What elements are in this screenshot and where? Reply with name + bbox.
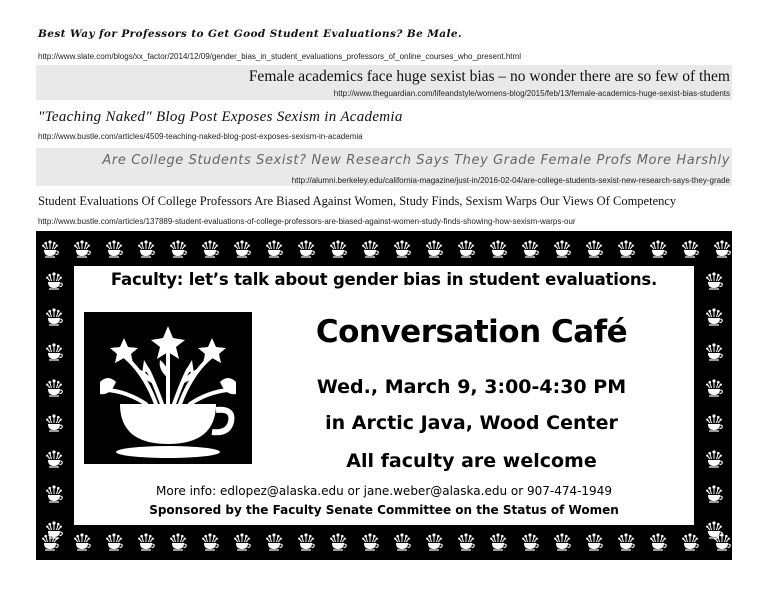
- flower-cup-icon: [616, 532, 636, 552]
- sponsor-line: Sponsored by the Faculty Senate Committee on the Status of Women: [149, 503, 619, 517]
- event-location: in Arctic Java, Wood Center: [325, 412, 618, 434]
- contact-info: More info: edlopez@alaska.edu or jane.weber@alaska.edu or 907-474-1949: [156, 484, 612, 498]
- flower-cup-icon: [136, 239, 156, 259]
- flower-cup-icon: [72, 239, 92, 259]
- flower-cup-icon: [168, 532, 188, 552]
- flower-cup-icon: [704, 520, 724, 540]
- flower-cup-icon: [392, 239, 412, 259]
- flower-cup-icon: [104, 239, 124, 259]
- flower-cup-icon: [704, 449, 724, 469]
- flower-cup-icon: [392, 532, 412, 552]
- flower-cup-icon: [424, 239, 444, 259]
- flower-cup-icon: [296, 239, 316, 259]
- flower-cup-icon: [84, 312, 252, 464]
- event-flyer: [36, 231, 732, 560]
- flower-cup-icon: [648, 239, 668, 259]
- flower-cup-icon: [680, 532, 700, 552]
- flower-cup-icon: [72, 532, 92, 552]
- flower-cup-icon: [616, 239, 636, 259]
- flower-cup-icon: [44, 520, 64, 540]
- event-title: Conversation Café: [315, 314, 628, 350]
- flower-cup-icon: [704, 342, 724, 362]
- article-url-3[interactable]: http://www.bustle.com/articles/4509-teaching-naked-blog-post-exposes-sexism-in-academia: [38, 132, 363, 141]
- flower-cup-icon: [296, 532, 316, 552]
- flower-cup-icon: [136, 532, 156, 552]
- event-date: Wed., March 9, 3:00-4:30 PM: [316, 376, 627, 398]
- flower-cup-icon: [552, 532, 572, 552]
- flower-cup-icon: [44, 413, 64, 433]
- article-headline-3: "Teaching Naked" Blog Post Exposes Sexism in Academia: [38, 109, 403, 125]
- flower-cup-icon: [44, 378, 64, 398]
- flower-cup-icon: [44, 271, 64, 291]
- flower-cup-icon: [232, 532, 252, 552]
- flower-cup-icon: [488, 239, 508, 259]
- flower-cup-icon: [168, 239, 188, 259]
- flower-cup-icon: [328, 532, 348, 552]
- flower-cup-icon: [40, 239, 60, 259]
- flower-cup-icon: [704, 413, 724, 433]
- flower-cup-icon: [704, 307, 724, 327]
- flower-cup-icon: [584, 239, 604, 259]
- flower-cup-icon: [552, 239, 572, 259]
- flower-cup-icon: [360, 532, 380, 552]
- flower-cup-icon: [328, 239, 348, 259]
- flower-cup-icon: [232, 239, 252, 259]
- flower-cup-icon: [704, 484, 724, 504]
- flower-cup-icon: [520, 532, 540, 552]
- article-url-5[interactable]: http://www.bustle.com/articles/137889-student-evaluations-of-college-professors-are-biased-against-women-study-finds-showing-how-sexism-warps-our: [38, 217, 576, 226]
- flower-cup-icon: [520, 239, 540, 259]
- flower-cup-icon: [44, 307, 64, 327]
- flyer-panel: [74, 266, 694, 525]
- flower-cup-icon: [44, 342, 64, 362]
- flyer-headline: Faculty: let’s talk about gender bias in student evaluations.: [110, 270, 658, 289]
- article-url-4[interactable]: http://alumni.berkeley.edu/california-magazine/just-in/2016-02-04/are-college-students-sexist-new-research-says-they-grade: [291, 176, 730, 185]
- flower-cup-icon: [264, 532, 284, 552]
- flower-cup-icon: [488, 532, 508, 552]
- flower-cup-icon: [104, 532, 124, 552]
- flower-cup-icon: [456, 239, 476, 259]
- flower-cup-icon: [712, 239, 732, 259]
- article-headline-2: Female academics face huge sexist bias – no wonder there are so few of them: [248, 68, 730, 85]
- flower-cup-icon: [680, 239, 700, 259]
- flower-cup-icon: [704, 271, 724, 291]
- flower-cup-icon: [44, 449, 64, 469]
- flower-cup-icon: [44, 484, 64, 504]
- article-url-2[interactable]: http://www.theguardian.com/lifeandstyle/womens-blog/2015/feb/13/female-academics-huge-sexist-bias-students: [333, 89, 730, 98]
- article-headline-1: Best Way for Professors to Get Good Student Evaluations? Be Male.: [38, 28, 463, 40]
- flower-cup-icon: [704, 378, 724, 398]
- flower-cup-icon: [360, 239, 380, 259]
- article-url-1[interactable]: http://www.slate.com/blogs/xx_factor/2014/12/09/gender_bias_in_student_evaluations_professors_of_online_courses_who_present.html: [38, 52, 521, 61]
- article-headline-4: Are College Students Sexist? New Research Says They Grade Female Profs More Harshly: [102, 153, 730, 168]
- flower-cup-icon: [200, 532, 220, 552]
- flower-cup-icon: [584, 532, 604, 552]
- flower-cup-icon: [264, 239, 284, 259]
- event-welcome: All faculty are welcome: [346, 450, 597, 472]
- flower-cup-icon: [648, 532, 668, 552]
- flower-cup-icon: [424, 532, 444, 552]
- flower-cup-icon: [200, 239, 220, 259]
- flower-cup-icon: [456, 532, 476, 552]
- article-headline-5: Student Evaluations Of College Professors Are Biased Against Women, Study Finds, Sexism Warps Our Views Of Competency: [38, 194, 677, 208]
